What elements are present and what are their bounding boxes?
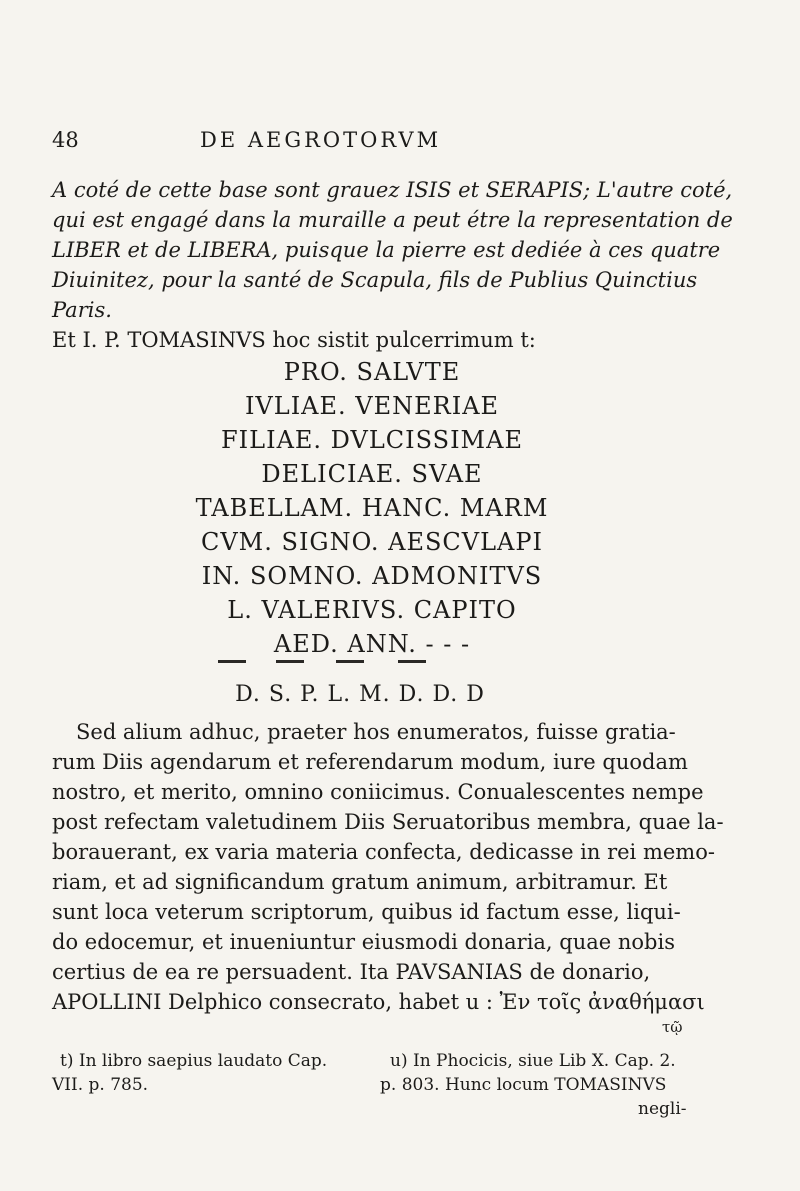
inscription-line: CVM. SIGNO. AESCVLAPI <box>200 528 544 556</box>
body-line: rum Diis agendarum et referendarum modum, iure quodam <box>52 750 688 774</box>
french-line: LIBER et de LIBERA, puisque la pierre est dediée à ces quatre <box>52 238 721 262</box>
inscription-line: DELICIAE. SVAE <box>261 460 483 488</box>
page-number: 48 <box>52 128 79 152</box>
body-line: do edocemur, et inueniuntur eiusmodi donaria, quae nobis <box>52 930 675 954</box>
separator-dashes <box>218 660 518 670</box>
dash <box>276 660 304 663</box>
intro-line: Et I. P. TOMASINVS hoc sistit pulcerrimum t: <box>52 328 536 352</box>
catchword: τῷ <box>662 1018 683 1036</box>
body-line: Sed alium adhuc, praeter hos enumeratos, fuisse gratia- <box>76 720 676 744</box>
running-title: DE AEGROTORVM <box>200 128 442 152</box>
footnote-u-line: u) In Phocicis, siue Lib X. Cap. 2. <box>390 1051 676 1071</box>
french-line: qui est engagé dans la muraille a peut étre la representation de <box>52 208 733 232</box>
inscription-line: IN. SOMNO. ADMONITVS <box>201 562 543 590</box>
inscription-line: AED. ANN. - - - <box>273 630 471 658</box>
footnote-u-line: negli- <box>638 1099 687 1119</box>
body-line: post refectam valetudinem Diis Seruatoribus membra, quae la- <box>52 810 724 834</box>
dash <box>398 660 426 663</box>
inscription-line: TABELLAM. HANC. MARM <box>195 494 549 522</box>
inscription-line: PRO. SALVTE <box>283 358 461 386</box>
body-line: riam, et ad significandum gratum animum, arbitramur. Et <box>52 870 668 894</box>
body-line: nostro, et merito, omnino coniicimus. Conualescentes nempe <box>52 780 704 804</box>
page-header <box>52 128 692 162</box>
french-line: Diuinitez, pour la santé de Scapula, fils de Publius Quinctius <box>52 268 698 292</box>
inscription-line: IVLIAE. VENERIAE <box>244 392 500 420</box>
dash <box>336 660 364 663</box>
body-line: borauerant, ex varia materia confecta, dedicasse in rei memo- <box>52 840 715 864</box>
dash <box>218 660 246 663</box>
footnote-t-line: VII. p. 785. <box>52 1075 149 1095</box>
body-line: sunt loca veterum scriptorum, quibus id factum esse, liqui- <box>52 900 681 924</box>
footnote-t-line: t) In libro saepius laudato Cap. <box>60 1051 328 1071</box>
body-line: certius de ea re persuadent. Ita PAVSANIAS de donario, <box>52 960 651 984</box>
dedication-line: D. S. P. L. M. D. D. D <box>235 682 485 707</box>
inscription-line: FILIAE. DVLCISSIMAE <box>221 426 523 454</box>
french-line: Paris. <box>52 298 112 322</box>
inscription-line: L. VALERIVS. CAPITO <box>227 596 517 624</box>
french-line: A coté de cette base sont grauez ISIS et SERAPIS; L'autre coté, <box>52 178 733 202</box>
footnote-u-line: p. 803. Hunc locum TOMASINVS <box>380 1075 667 1095</box>
body-line: APOLLINI Delphico consecrato, habet u : Ἐν τοῖς ἀναθήμασι <box>52 990 705 1014</box>
